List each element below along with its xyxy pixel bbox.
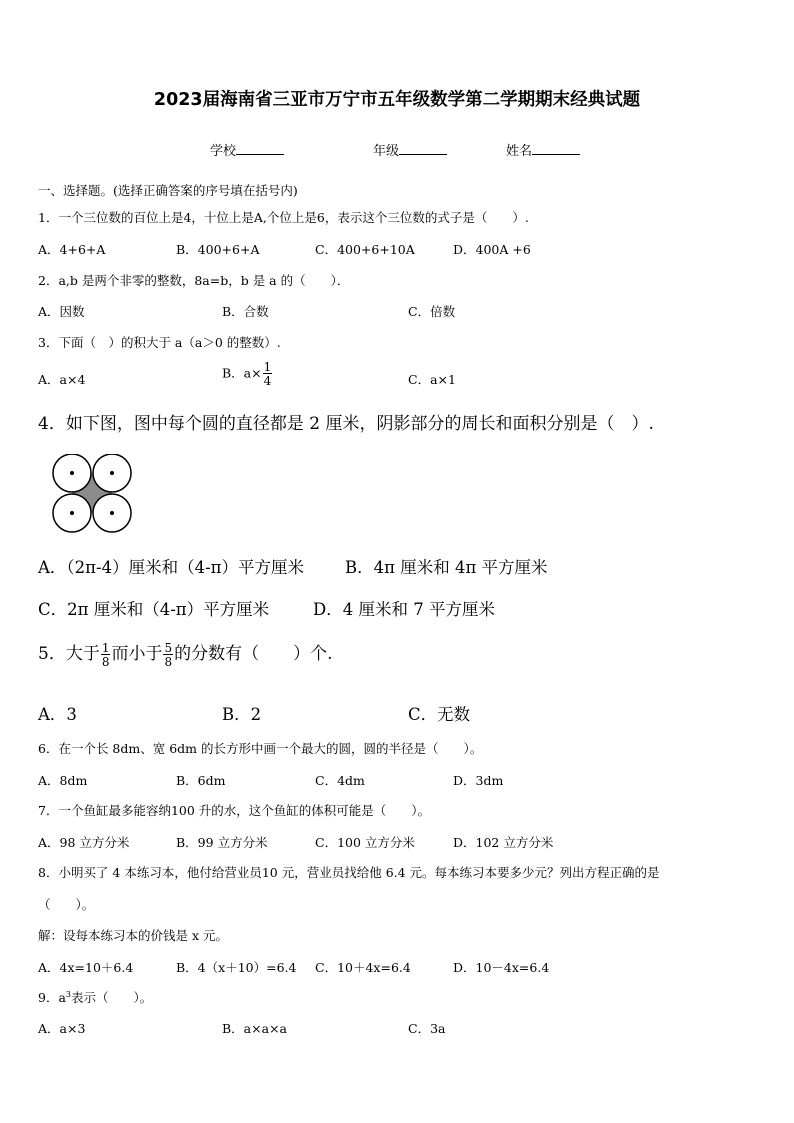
q3-option-c: C．a×1	[408, 372, 456, 387]
q5-stem-suffix: 的分数有（ ）个.	[174, 644, 333, 664]
q9-option-a: A．a×3	[38, 1021, 86, 1036]
q9-option-c: C．3a	[408, 1021, 446, 1036]
q1-option-d: D．400A +6	[453, 242, 531, 257]
q7-option-b: B．99 立方分米	[176, 835, 268, 850]
q4-option-b: B．4π 厘米和 4π 平方厘米	[345, 558, 548, 577]
question-2-stem: 2．a,b 是两个非零的整数，8a=b，b 是 a 的（ ）．	[38, 273, 350, 288]
section-heading: 一、选择题。(选择正确答案的序号填在括号内)	[38, 183, 298, 198]
q5-option-c: C．无数	[408, 705, 471, 724]
question-4-stem: 4．如下图，图中每个圆的直径都是 2 厘米，阴影部分的周长和面积分别是（ ）.	[38, 414, 654, 434]
name-blank	[532, 141, 580, 155]
q2-option-b: B．合数	[222, 304, 269, 319]
question-5-stem	[38, 639, 333, 668]
q9-stem-suffix: 表示（ ）。	[71, 990, 153, 1005]
q1-option-a: A．4+6+A	[38, 242, 106, 257]
q7-option-a: A．98 立方分米	[38, 835, 130, 850]
school-label: 学校	[210, 144, 237, 159]
q7-option-c: C．100 立方分米	[315, 835, 415, 850]
question-3-stem: 3．下面（ ）的积大于 a（a＞0 的整数）.	[38, 335, 281, 350]
q8-option-d: D．10－4x=6.4	[453, 960, 550, 975]
q8-option-a: A．4x=10＋6.4	[38, 960, 134, 975]
q1-option-b: B．400+6+A	[176, 242, 260, 257]
q4-option-d: D．4 厘米和 7 平方厘米	[313, 600, 495, 619]
question-1-stem: 1．一个三位数的百位上是4，十位上是A,个位上是6，表示这个三位数的式子是（ ）.	[38, 210, 529, 225]
q6-option-d: D．3dm	[453, 773, 504, 788]
q8-option-b: B．4（x＋10）=6.4	[176, 960, 297, 975]
school-field	[210, 140, 284, 159]
q5-option-b: B．2	[222, 705, 262, 724]
page-title: 2023届海南省三亚市万宁市五年级数学第二学期期末经典试题	[153, 90, 641, 110]
q6-option-c: C．4dm	[315, 773, 365, 788]
name-field	[506, 140, 580, 159]
grade-blank	[399, 141, 447, 155]
question-7-stem: 7．一个鱼缸最多能容纳100 升的水，这个鱼缸的体积可能是（ ）。	[38, 803, 431, 818]
q9-stem-prefix: 9．a	[38, 990, 66, 1005]
q6-option-a: A．8dm	[38, 773, 88, 788]
q5-stem-prefix: 5．大于	[38, 644, 100, 664]
q8-option-c: C．10＋4x=6.4	[315, 960, 411, 975]
q2-option-a: A．因数	[38, 304, 85, 319]
school-blank	[236, 141, 284, 155]
q1-option-c: C．400+6+10A	[315, 242, 415, 257]
q3-option-b-text: B．a×	[222, 365, 262, 381]
fraction-one-eighth: $\frac{1}{8}$	[101, 640, 110, 669]
q3-option-b	[222, 361, 273, 387]
question-8-solution: 解：设每本练习本的价钱是 x 元。	[38, 928, 228, 943]
question-6-stem: 6．在一个长 8dm、宽 6dm 的长方形中画一个最大的圆，圆的半径是（ ）。	[38, 741, 483, 756]
q5-option-a: A．3	[38, 705, 77, 724]
grade-field	[373, 140, 447, 159]
question-9-stem	[38, 988, 152, 1006]
q4-option-a: A．（2π-4）厘米和（4-π）平方厘米	[38, 558, 304, 577]
q9-exponent: 3	[65, 989, 71, 999]
q2-option-c: C．倍数	[408, 304, 456, 319]
q6-option-b: B．6dm	[176, 773, 226, 788]
question-8-stem: 8．小明买了 4 本练习本，他付给营业员10 元，营业员找给他 6.4 元。每本练习本要多少元？列出方程正确的是	[38, 865, 660, 880]
four-circles-figure	[52, 454, 134, 534]
fraction-one-quarter: $\frac{1}{4}$	[263, 360, 272, 388]
q3-option-a: A．a×4	[38, 372, 86, 387]
q5-stem-mid: 而小于	[111, 644, 163, 664]
fraction-five-eighths: $\frac{5}{8}$	[164, 640, 173, 669]
q9-option-b: B．a×a×a	[222, 1021, 287, 1036]
q4-option-c: C．2π 厘米和（4-π）平方厘米	[38, 600, 270, 619]
name-label: 姓名	[506, 144, 533, 159]
grade-label: 年级	[373, 144, 400, 159]
question-8-stem-cont: （ ）。	[38, 897, 95, 912]
q7-option-d: D．102 立方分米	[453, 835, 554, 850]
